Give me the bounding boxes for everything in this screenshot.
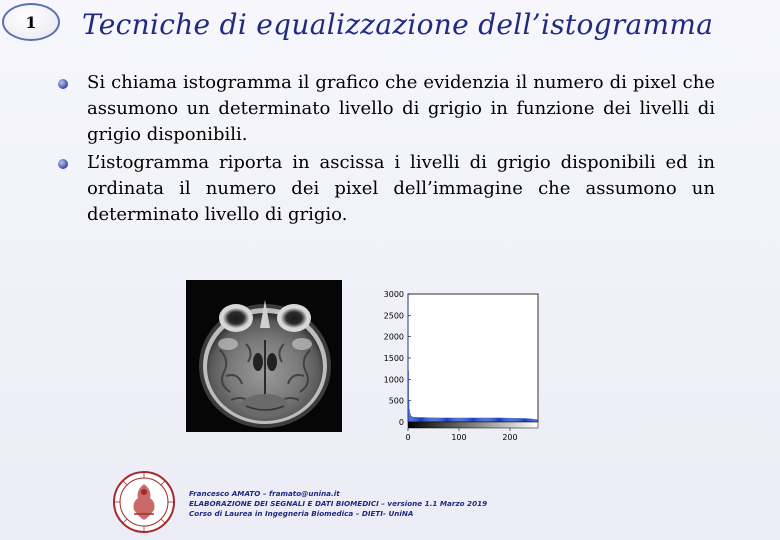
x-tick-label: 200 — [502, 433, 518, 442]
y-tick-label: 500 — [388, 396, 404, 406]
histogram-chart — [372, 286, 572, 446]
x-tick-label: 0 — [405, 433, 411, 442]
footer-course-title: ELABORAZIONE DEI SEGNALI E DATI BIOMEDICI – versione 1.1 Marzo 2019 — [189, 499, 488, 508]
bullet-item — [55, 150, 715, 228]
footer-degree: Corso di Laurea in Ingegneria Biomedica – DIETI- UniNA — [189, 509, 414, 518]
grayscale-colorbar — [408, 422, 538, 428]
footer-author: Francesco AMATO – framato@unina.it — [189, 489, 340, 498]
mri-brain-image — [186, 280, 342, 432]
slide-number: 1 — [25, 12, 37, 32]
bullet-icon — [58, 79, 68, 89]
histogram-svg — [372, 286, 572, 446]
y-tick-label: 1500 — [383, 354, 404, 363]
bullet-icon — [58, 159, 68, 169]
plot-area — [408, 294, 538, 422]
y-tick-label: 2500 — [383, 311, 404, 321]
university-seal-logo — [112, 470, 176, 534]
footer-credits — [189, 489, 589, 519]
bullet-item — [55, 70, 715, 148]
y-tick-label: 2000 — [383, 332, 404, 342]
bullet-text: L’istogramma riporta in ascissa i livelli di grigio disponibili ed in ordinata il numero dei pixel dell’immagine che assumono un determinato livello di grigio. — [87, 152, 715, 225]
mri-brain-drawing — [186, 280, 342, 432]
y-tick-label: 1000 — [383, 375, 404, 385]
x-tick-label: 100 — [451, 433, 467, 442]
y-tick-label: 0 — [398, 418, 404, 427]
slide-number-badge — [2, 3, 60, 41]
slide-title: Tecniche di equalizzazione dell’istogramma — [82, 8, 714, 41]
bullet-list — [55, 70, 715, 228]
bullet-text: Si chiama istogramma il grafico che evidenzia il numero di pixel che assumono un determinato livello di grigio in funzione dei livelli di grigio disponibili. — [87, 72, 715, 145]
y-tick-label: 3000 — [383, 290, 404, 299]
